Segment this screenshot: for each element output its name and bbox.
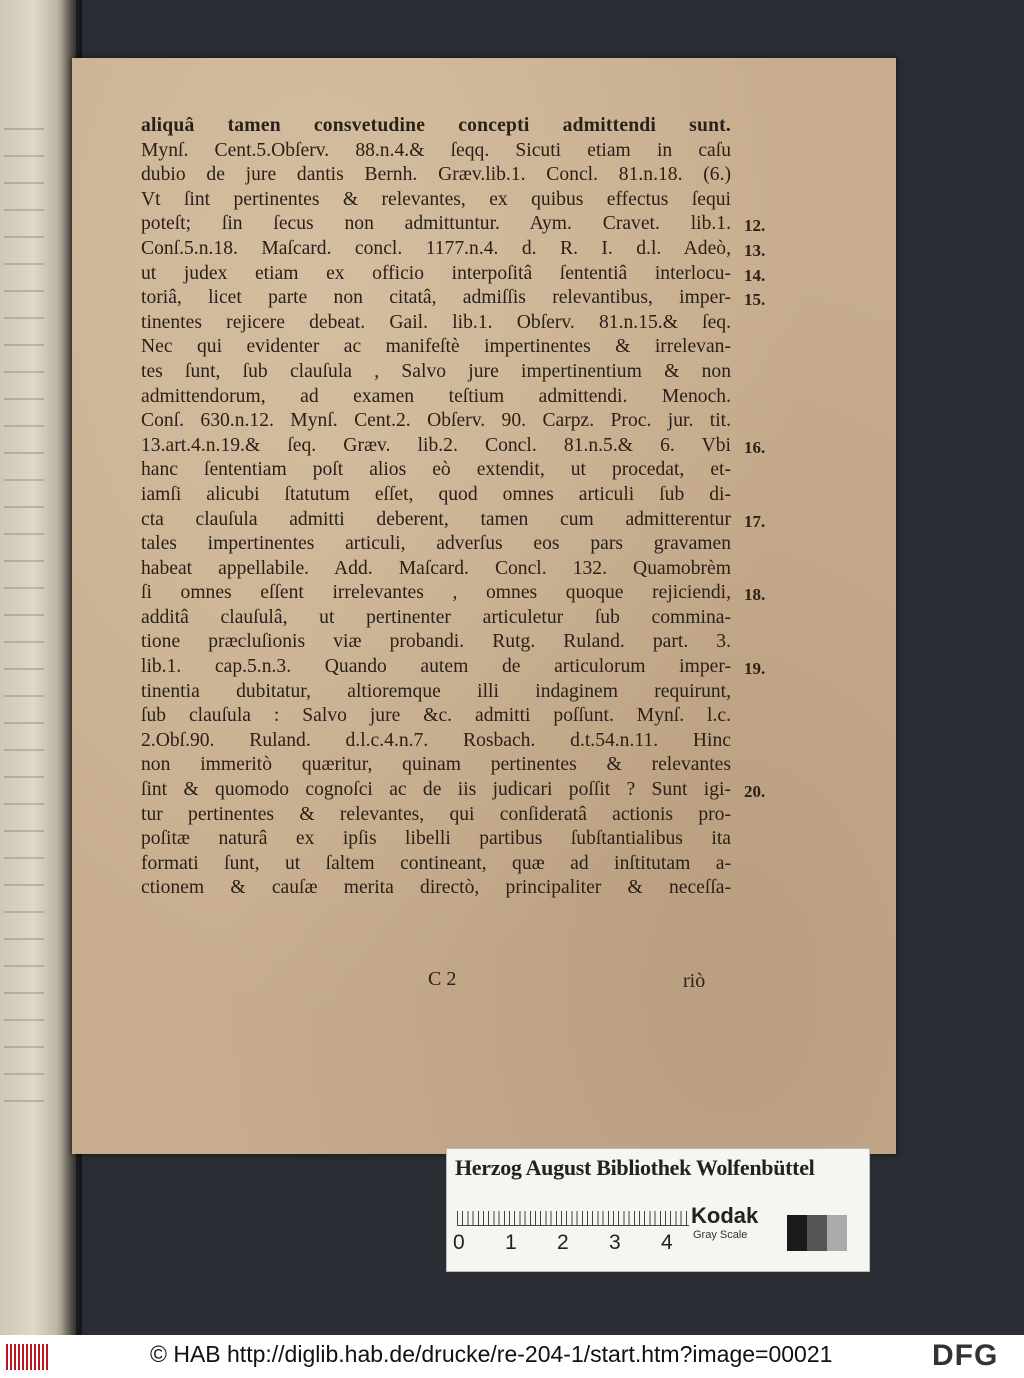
text-line: 2.Obſ.90. Ruland. d.l.c.4.n.7. Rosbach. d.t.54.n.11. Hinc (141, 729, 731, 751)
footer-bar (0, 1335, 1024, 1378)
text-line: Nec qui evidenter ac manifeſtè impertinentes & irrelevan- (141, 336, 731, 358)
text-line: cta clauſula admitti deberent, tamen cum admitterentur (141, 508, 731, 530)
kodak-logo: Kodak (691, 1203, 759, 1228)
margin-number: 14. (744, 265, 766, 285)
ruler-number: 2 (557, 1231, 569, 1254)
text-line: Mynſ. Cent.5.Obſerv. 88.n.4.& ſeqq. Sicuti etiam in caſu (141, 139, 731, 161)
copyright-url[interactable]: © HAB http://diglib.hab.de/drucke/re-204-1/start.htm?image=00021 (150, 1341, 833, 1367)
catchword: riò (683, 970, 706, 992)
text-line: ut judex etiam ex officio interpoſitâ ſententiâ interlocu- (141, 262, 731, 284)
text-line: tinentia dubitatur, altioremque illi indaginem requirunt, (141, 680, 731, 702)
library-name: Herzog August Bibliothek Wolfenbüttel (455, 1155, 815, 1180)
margin-number: 16. (744, 437, 766, 457)
swatch-light (827, 1215, 847, 1251)
text-line: tur pertinentes & relevantes, qui conſideratâ actionis pro- (141, 803, 731, 825)
gray-scale-swatches (787, 1215, 847, 1251)
dfg-logo: DFG (932, 1339, 999, 1372)
text-line: tales impertinentes articuli, adverſus eos pars gravamen (141, 533, 731, 555)
ruler-number: 0 (453, 1231, 465, 1254)
hab-barcode-logo-icon (6, 1344, 48, 1370)
text-line: tione præcluſionis viæ probandi. Rutg. Ruland. part. 3. (141, 631, 731, 653)
scale-ruler (457, 1199, 689, 1226)
text-line: Conſ. 630.n.12. Mynſ. Cent.2. Obſerv. 90. Carpz. Proc. jur. tit. (141, 410, 731, 432)
ruler-number: 3 (609, 1231, 621, 1254)
swatch-mid (807, 1215, 827, 1251)
previous-page-text-lines (4, 110, 44, 1110)
gray-scale-caption: Gray Scale (693, 1229, 748, 1241)
text-line: Conſ.5.n.18. Maſcard. concl. 1177.n.4. d. R. I. d.l. Adeò, (141, 237, 731, 259)
text-line: toriâ, licet parte non citatâ, admiſſis relevantibus, imper- (141, 287, 731, 309)
margin-number: 19. (744, 659, 766, 679)
signature-mark: C 2 (428, 968, 457, 990)
margin-number: 18. (744, 585, 766, 605)
ruler-numbers (451, 1231, 691, 1257)
margin-number: 13. (744, 241, 766, 260)
ruler-number: 4 (661, 1231, 673, 1254)
margin-number: 17. (744, 511, 766, 531)
margin-number: 12. (744, 216, 766, 236)
text-line: poteſt; ſin ſecus non admittuntur. Aym. Cravet. lib.1. (141, 213, 731, 235)
margin-number: 15. (744, 290, 766, 310)
page-text-block (141, 114, 731, 901)
text-line: tes ſunt, ſub clauſula , Salvo jure impertinentium & non (141, 360, 731, 382)
text-line: Vt ſint pertinentes & relevantes, ex quibus effectus ſequi (141, 188, 731, 210)
swatch-dark (787, 1215, 807, 1251)
text-line: tinentes rejicere debeat. Gail. lib.1. Obſerv. 81.n.15.& ſeq. (141, 311, 731, 333)
text-line: ctionem & cauſæ merita directò, principaliter & neceſſa- (141, 877, 731, 899)
text-line: habeat appellabile. Add. Maſcard. Concl. 132. Quamobrèm (141, 557, 731, 579)
text-line: additâ clauſulâ, ut pertinenter articuletur ſub commina- (141, 606, 731, 628)
text-line: aliquâ tamen consvetudine concepti admittendi sunt. (141, 115, 731, 136)
text-line: formati ſunt, ut ſaltem contineant, quæ ad inſtitutam a- (141, 852, 731, 874)
text-line: ſi omnes eſſent irrelevantes , omnes quoque rejiciendi, (141, 582, 731, 604)
text-line: 13.art.4.n.19.& ſeq. Græv. lib.2. Concl. 81.n.5.& 6. Vbi (141, 434, 731, 456)
ruler-number: 1 (505, 1231, 517, 1254)
text-line: ſint & quomodo cognoſci ac de iis judicari poſſit ? Sunt igi- (141, 779, 731, 801)
text-line: poſitæ naturâ ex ipſis libelli partibus ſubſtantialibus ita (141, 828, 731, 850)
text-line: ſub clauſula : Salvo jure &c. admitti poſſunt. Mynſ. l.c. (141, 705, 731, 727)
text-line: iamſi alicubi ſtatutum eſſet, quod omnes articuli ſub di- (141, 483, 731, 505)
text-line: dubio de jure dantis Bernh. Græv.lib.1. Concl. 81.n.18. (6.) (141, 164, 731, 186)
text-line: hanc ſententiam poſt alios eò extendit, ut procedat, et- (141, 459, 731, 481)
text-line: admittendorum, ad examen teſtium admittendi. Menoch. (141, 385, 731, 407)
book-page (72, 58, 896, 1154)
text-line: non immeritò quæritur, quinam pertinentes & relevantes (141, 754, 731, 776)
library-label (446, 1148, 870, 1272)
text-line: lib.1. cap.5.n.3. Quando autem de articulorum imper- (141, 656, 731, 678)
margin-number: 20. (744, 782, 766, 802)
